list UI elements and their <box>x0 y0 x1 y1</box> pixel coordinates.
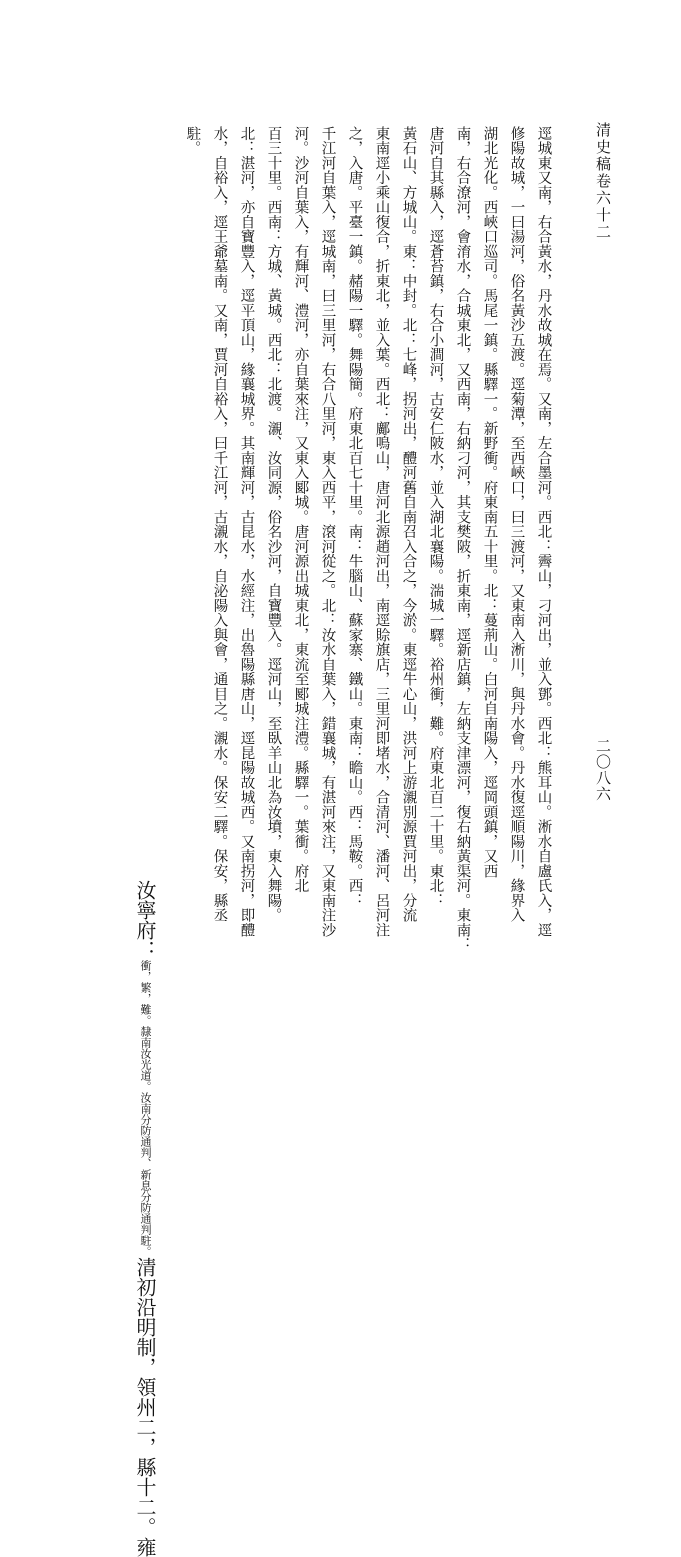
text-column-4: 南，右合潦河，會淯水，合城東北，又西南，右納刁河，其支樊陂，折東南，逕新店鎮，左納支津漂河，復右納黃渠河。東南： <box>454 126 471 952</box>
prefecture-name: 汝寧府： <box>133 880 157 960</box>
page-number: 二〇八六 <box>594 738 612 802</box>
text-column-13: 水，自裕入，逕王爺墓南。又南，賈河自裕入，曰千江河，古瀙水，自泌陽入與會，通目之。瀙水。保安二驛。保安，縣丞 <box>211 126 228 923</box>
text-column-5: 唐河自其縣入，逕蒼苔鎮，右合小澗河，古安仁陂水，並入湖北襄陽。湍城一驛。裕州衝，難。府東北百二十里。東北： <box>427 126 444 908</box>
text-column-1: 逕城東又南，右合黃水，丹水故城在焉。又南，左合墨河。西北：霽山，刁河出，並入鄧。西北：熊耳山。淅水自盧氏入，逕 <box>535 126 552 938</box>
text-column-6: 黃石山、方城山。東：中封。北：七峰，拐河出，醴河舊自南召入合之，今淤。東逕牛心山，洪河上游瀙別源賈河出，分流 <box>400 126 417 923</box>
text-column-14: 駐。 <box>184 126 201 156</box>
text-column-9: 千江河自葉入，逕城南，曰三里河，右合八里河，東入西平，滾河從之。北：汝水自葉入，錯襄城，有湛河來注，又東南注沙 <box>319 126 336 938</box>
text-column-2: 修陽故城，一曰湯河，俗名黃沙五渡。逕菊潭，至西峽口，曰三渡河，又東南入淅川，與丹水會。丹水復逕順陽川，緣界入 <box>508 126 525 923</box>
prefecture-heading-column <box>133 880 157 1557</box>
running-head: 清史稿卷六十二 <box>594 122 612 241</box>
text-column-7: 東南逕小乘山復合，折東北，並入葉。西北：鄺鳴山，唐河北源趙河出，南逕賒旗店，三里河即堵水，合清河、潘河、呂河注 <box>373 126 390 938</box>
prefecture-history: 清初沿明制，領州二，縣十二。雍 <box>133 1257 157 1557</box>
text-column-3: 湖北光化。西峽口巡司。馬尾一鎮。縣驛一。新野衝。府東南五十里。北：蔓荊山。白河自南陽入，逕岡頭鎮，又西 <box>481 126 498 879</box>
text-column-11: 百三十里。西南：方城、黃城。西北：北渡。瀙、汝同源，俗名沙河，自寶豐入。逕河山，至臥羊山北為汝墳，東入舞陽。 <box>265 126 282 923</box>
text-column-8: 之，入唐。平臺一鎮。赭陽一驛。舞陽簡。府東北百七十里。南：牛腦山、蘇家寨、鐵山。東南：瞻山。西：馬鞍。西： <box>346 126 363 908</box>
text-column-10: 河。沙河自葉入，有輝河、澧河，亦自葉來注，又東入郾城。唐河源出城東北，東流至郾城注澧。縣驛一。葉衝。府北 <box>292 126 309 893</box>
text-column-12: 北：湛河，亦自寶豐入，逕平頂山，緣襄城界。其南輝河，古昆水，水經注，出魯陽縣唐山，逕昆陽故城西。又南拐河，即醴 <box>238 126 255 938</box>
prefecture-grade: 衝，繁，難。隸南汝光道。汝南分防通判、新息分防通判駐。 <box>139 960 152 1257</box>
